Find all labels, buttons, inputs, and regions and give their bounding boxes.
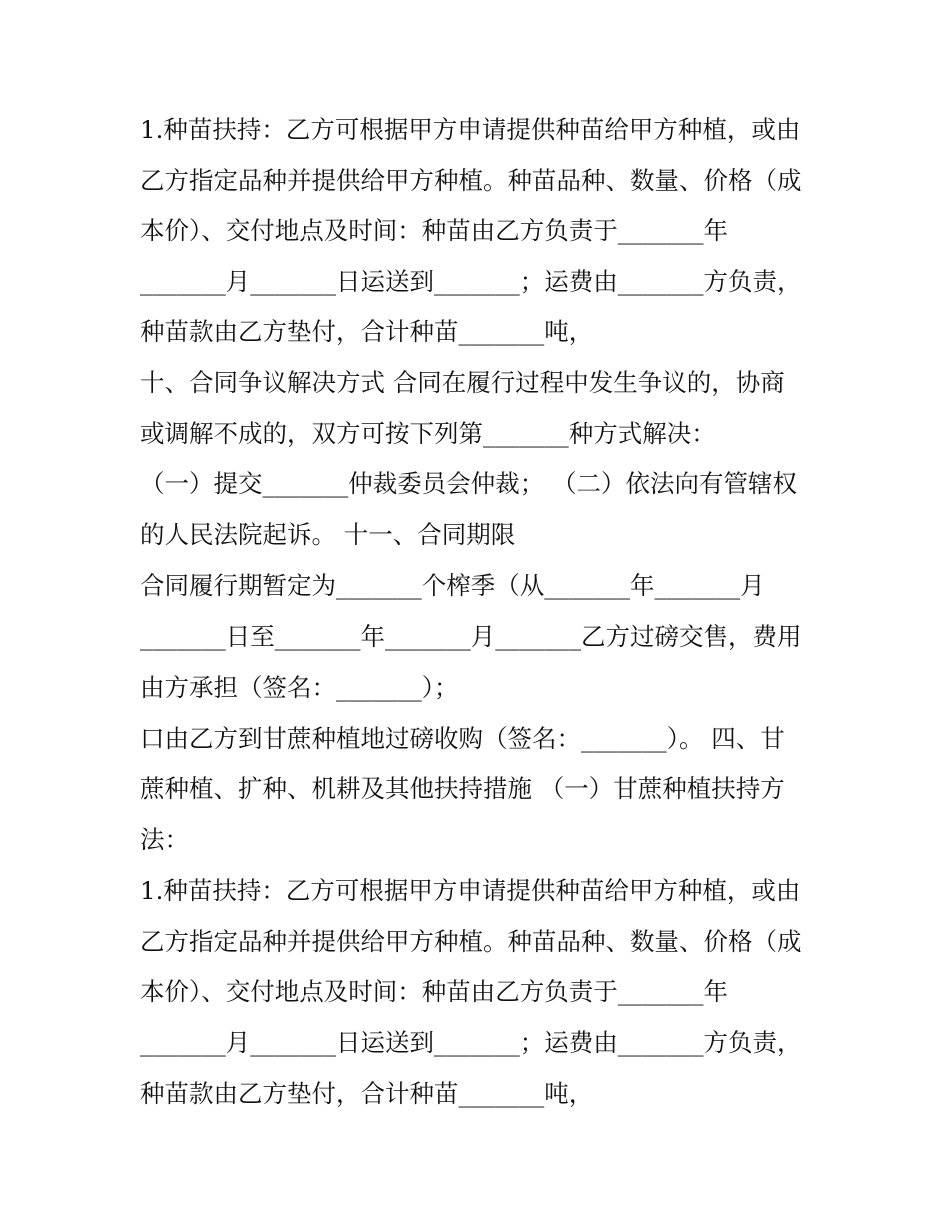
text-line: 乙方指定品种并提供给甲方种植。种苗品种、数量、价格（成 bbox=[140, 166, 802, 195]
text-line: 或调解不成的，双方可按下列第_______种方式解决： bbox=[140, 419, 716, 448]
text-line: 由方承担（签名：_______）； bbox=[140, 673, 459, 702]
text-line: 十、合同争议解决方式 合同在履行过程中发生争议的，协商 bbox=[140, 368, 785, 397]
text-line: _______月_______日运送到_______；运费由_______方负责， bbox=[140, 1028, 802, 1057]
text-line: _______月_______日运送到_______；运费由_______方负责， bbox=[140, 267, 802, 296]
text-line: 本价）、交付地点及时间：种苗由乙方负责于_______年 bbox=[140, 216, 728, 245]
text-line: 合同履行期暂定为_______个榨季（从_______年_______月 bbox=[140, 571, 765, 600]
text-line: 乙方指定品种并提供给甲方种植。种苗品种、数量、价格（成 bbox=[140, 927, 802, 956]
text-line: 本价）、交付地点及时间：种苗由乙方负责于_______年 bbox=[140, 977, 728, 1006]
text-line: 1.种苗扶持：乙方可根据甲方申请提供种苗给甲方种植，或由 bbox=[140, 115, 801, 144]
text-line: 的人民法院起诉。 十一、合同期限 bbox=[140, 520, 516, 549]
text-line: 口由乙方到甘蔗种植地过磅收购（签名：_______）。 四、甘 bbox=[140, 724, 785, 753]
text-line: _______日至_______年_______月_______乙方过磅交售，费用 bbox=[140, 622, 802, 651]
text-line: 种苗款由乙方垫付，合计种苗_______吨， bbox=[140, 317, 594, 346]
text-line: 种苗款由乙方垫付，合计种苗_______吨， bbox=[140, 1079, 594, 1108]
text-line: （一）提交_______仲裁委员会仲裁； （二）依法向有管辖权 bbox=[140, 469, 798, 498]
text-line: 法： bbox=[140, 825, 189, 854]
text-line: 蔗种植、扩种、机耕及其他扶持措施 （一）甘蔗种植扶持方 bbox=[140, 774, 785, 803]
text-line: 1.种苗扶持：乙方可根据甲方申请提供种苗给甲方种植，或由 bbox=[140, 876, 801, 905]
